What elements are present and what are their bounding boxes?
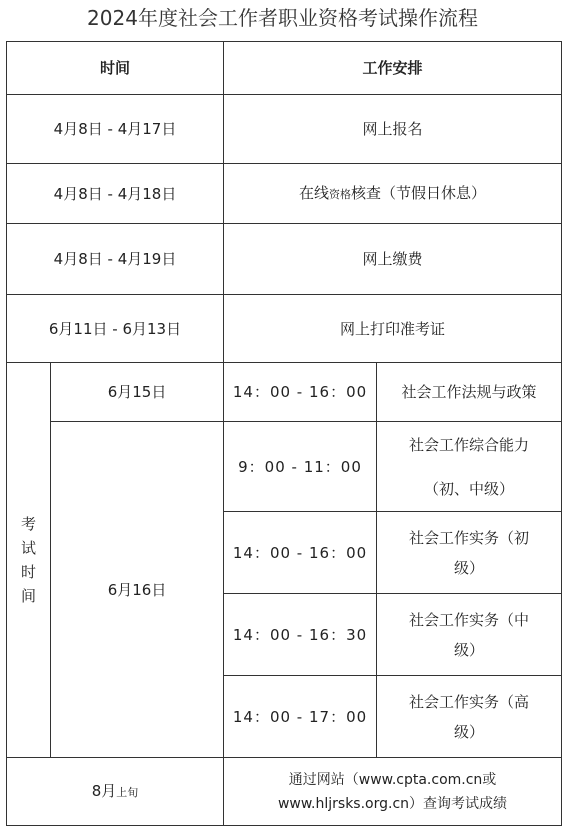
exam-subject-line: 社会工作实务（中 [409, 610, 530, 629]
table-row [7, 295, 562, 363]
row-work-pre: 在线 [299, 183, 330, 202]
exam-subject-line: 级） [454, 558, 485, 577]
row-work-line: www.hljrsks.org.cn）查询考试成绩 [277, 795, 508, 812]
row-work-small: 资格 [329, 187, 352, 201]
exam-row [7, 422, 562, 512]
table-header-row [7, 42, 562, 95]
exam-date: 6月15日 [51, 363, 224, 422]
exam-session-time: 14：00 - 17：00 [224, 676, 377, 758]
exam-subject [377, 594, 562, 676]
row-time-pre: 8月 [91, 781, 117, 800]
header-work: 工作安排 [224, 42, 562, 95]
row-work: 网上打印准考证 [224, 295, 562, 363]
exam-subject [377, 676, 562, 758]
exam-label-char: 试 [20, 539, 36, 557]
row-time: 6月11日 - 6月13日 [7, 295, 224, 363]
exam-subject-line: 社会工作实务（初 [409, 528, 530, 547]
exam-subject-line: 社会工作实务（高 [409, 692, 530, 711]
exam-time-label [7, 363, 51, 758]
row-work: 网上缴费 [224, 224, 562, 295]
row-work: 网上报名 [224, 95, 562, 164]
exam-subject-line: 级） [454, 640, 485, 659]
exam-row [7, 363, 562, 422]
exam-session-time: 14：00 - 16：00 [224, 363, 377, 422]
exam-subject-line: （初、中级） [424, 479, 515, 498]
row-time: 4月8日 - 4月17日 [7, 95, 224, 164]
exam-label-char: 间 [20, 587, 36, 605]
page-title: 2024年度社会工作者职业资格考试操作流程 [87, 6, 478, 30]
row-time [7, 758, 224, 826]
row-time-small: 上旬 [116, 785, 139, 799]
exam-session-time: 9：00 - 11：00 [224, 422, 377, 512]
row-work [224, 758, 562, 826]
exam-subject-line: 社会工作综合能力 [409, 435, 530, 454]
table-row [7, 95, 562, 164]
header-time: 时间 [7, 42, 224, 95]
row-time: 4月8日 - 4月19日 [7, 224, 224, 295]
schedule-table [6, 41, 562, 826]
table-row [7, 164, 562, 224]
exam-subject [377, 422, 562, 512]
exam-session-time: 14：00 - 16：00 [224, 512, 377, 594]
row-work-post: 核查（节假日休息） [351, 183, 487, 202]
exam-date: 6月16日 [51, 422, 224, 758]
row-work-line: 通过网站（www.cpta.com.cn或 [288, 771, 497, 788]
exam-subject: 社会工作法规与政策 [377, 363, 562, 422]
row-work [224, 164, 562, 224]
table-row [7, 758, 562, 826]
exam-subject [377, 512, 562, 594]
table-row [7, 224, 562, 295]
row-time: 4月8日 - 4月18日 [7, 164, 224, 224]
exam-subject-line: 级） [454, 722, 485, 741]
exam-label-char: 考 [20, 515, 36, 533]
exam-session-time: 14：00 - 16：30 [224, 594, 377, 676]
exam-label-char: 时 [20, 563, 36, 581]
